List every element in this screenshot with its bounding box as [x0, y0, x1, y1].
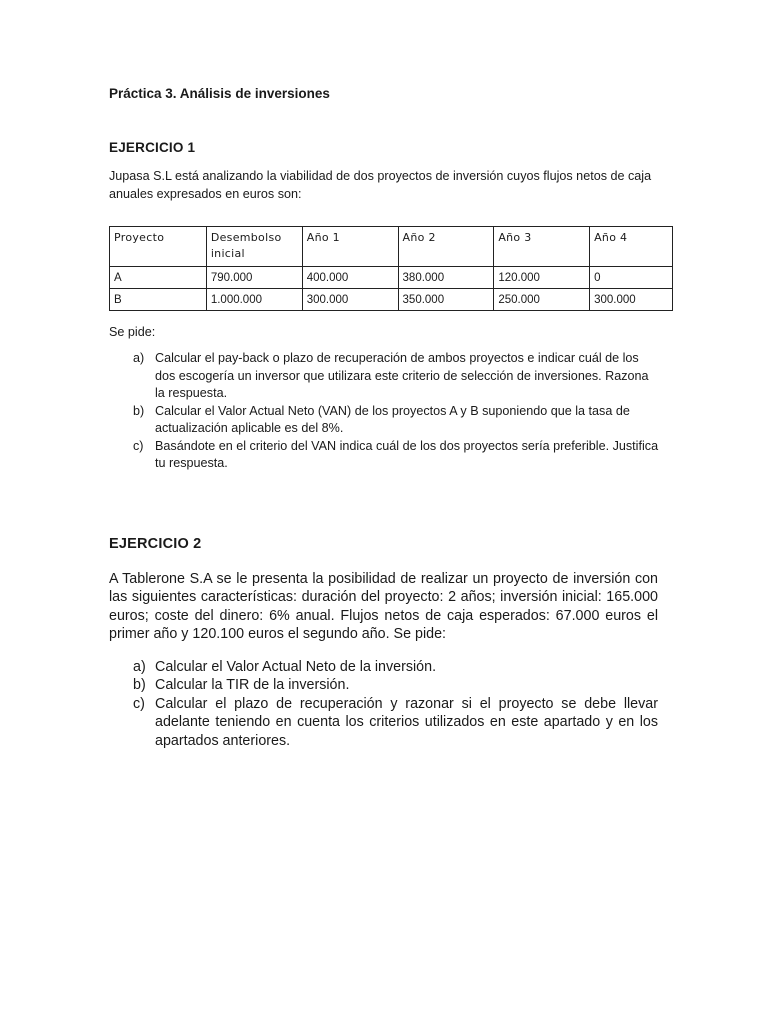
list-marker: b) [133, 677, 146, 694]
list-item [109, 438, 661, 473]
table-cell: 300.000 [302, 289, 398, 311]
table-row [110, 267, 673, 289]
table-header-cell: Proyecto [110, 227, 207, 267]
exercise2-heading: EJERCICIO 2 [109, 536, 202, 552]
table-cell: 0 [590, 267, 673, 289]
exercise2-question-list [109, 658, 658, 750]
list-item [109, 350, 661, 403]
list-marker: a) [133, 659, 146, 675]
list-item [109, 658, 658, 676]
list-item [109, 676, 658, 694]
exercise1-question-list [109, 350, 661, 473]
list-marker: a) [133, 351, 145, 365]
table-cell: B [110, 289, 207, 311]
list-item-text: Basándote en el criterio del VAN indica cuál de los dos proyectos sería preferible. Justifica tu respuesta. [155, 438, 659, 470]
exercise2-intro: A Tablerone S.A se le presenta la posibilidad de realizar un proyecto de inversión con las siguientes características: duración del proyecto: 2 años; inversión inicial: 165.000 euros; coste del dinero: 6% anual. Flujos netos de caja esperados: 67.000 euros el primer año y 120.100 euros el segundo año. Se pide: [109, 571, 658, 643]
list-marker: c) [133, 695, 145, 712]
table-cell: A [110, 267, 207, 289]
table-cell: 1.000.000 [206, 289, 302, 311]
table-header-cell: Año 2 [398, 227, 494, 267]
table-cell: 300.000 [590, 289, 673, 311]
list-item [109, 695, 658, 750]
table-header-cell: Año 1 [302, 227, 398, 267]
table-header-cell: Año 3 [494, 227, 590, 267]
list-marker: b) [133, 403, 145, 418]
table-cell: 400.000 [302, 267, 398, 289]
table-cell: 120.000 [494, 267, 590, 289]
list-item-text: Calcular el plazo de recuperación y razonar si el proyecto se debe llevar adelante teniendo en cuenta los criterios utilizados en este apartado y en los apartados anteriores. [155, 695, 658, 749]
list-marker: c) [133, 438, 144, 453]
table-cell: 250.000 [494, 289, 590, 311]
table-cell: 790.000 [206, 267, 302, 289]
document-title: Práctica 3. Análisis de inversiones [109, 86, 330, 101]
table-row [110, 289, 673, 311]
list-item-text: Calcular el pay-back o plazo de recuperación de ambos proyectos e indicar cuál de los dos escogería un inversor que utilizara este criterio de selección de inversiones. Razona la respuesta. [155, 351, 649, 400]
list-item-text: Calcular la TIR de la inversión. [155, 677, 350, 694]
list-item-text: Calcular el Valor Actual Neto (VAN) de los proyectos A y B suponiendo que la tasa de actualización aplicable es del 8%. [155, 403, 630, 435]
table-header-row [110, 227, 673, 267]
table-cell: 380.000 [398, 267, 494, 289]
exercise1-se-pide: Se pide: [109, 325, 156, 339]
list-item [109, 403, 661, 438]
table-header-cell: Año 4 [590, 227, 673, 267]
exercise1-intro: Jupasa S.L está analizando la viabilidad de dos proyectos de inversión cuyos flujos netos de caja anuales expresados en euros son: [109, 169, 652, 201]
cash-flow-table [109, 226, 673, 311]
table-cell: 350.000 [398, 289, 494, 311]
exercise1-heading: EJERCICIO 1 [109, 140, 196, 155]
list-item-text: Calcular el Valor Actual Neto de la inversión. [155, 659, 437, 675]
table-header-cell: Desembolso inicial [206, 227, 302, 267]
